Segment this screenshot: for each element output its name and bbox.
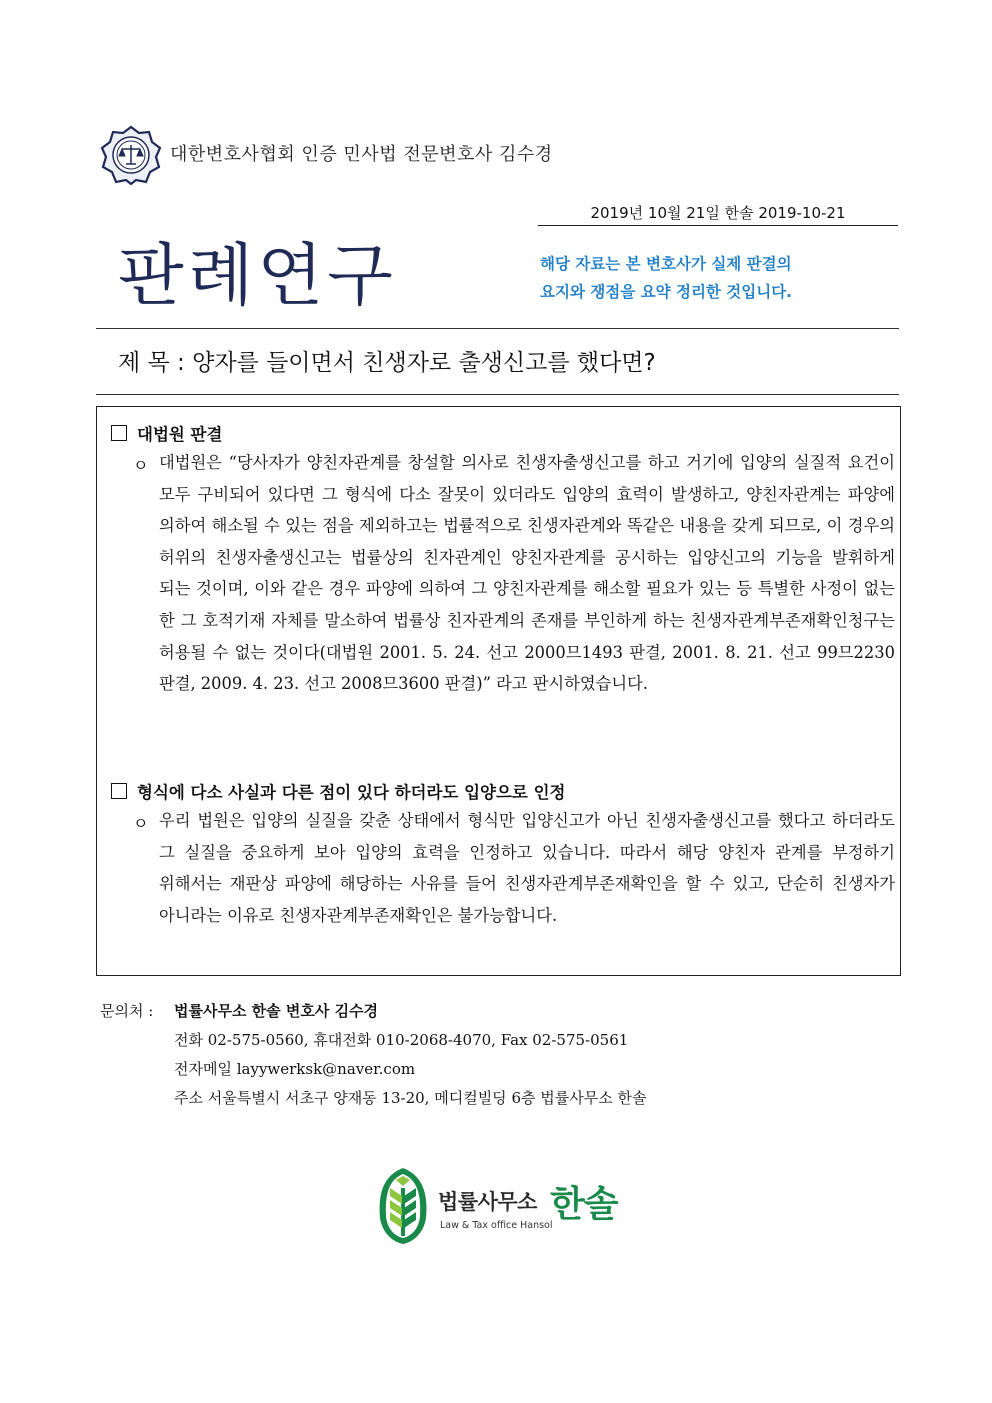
checkbox-square-icon: [111, 783, 127, 799]
association-line: 대한변호사협회 인증 민사법 전문변호사 김수경: [170, 144, 553, 165]
contact-email: 전자메일 layywerksk@naver.com: [174, 1060, 416, 1078]
notice-text: [540, 250, 885, 306]
firm-logo: [374, 1166, 624, 1246]
firm-name-korean: 법률사무소: [438, 1190, 537, 1214]
contact-label: 문의처 :: [100, 1002, 154, 1020]
section-heading-text: 대법원 판결: [137, 425, 223, 444]
notice-line: 해당 자료는 본 변호사가 실제 판결의: [540, 255, 792, 273]
bar-association-seal-icon: [100, 124, 162, 186]
section-heading: [111, 421, 222, 445]
divider-bottom: [96, 394, 899, 395]
contact-phone: 전화 02-575-0560, 휴대전화 010-2068-4070, Fax 02-575-0561: [174, 1031, 629, 1049]
firm-name-big: 한솔: [550, 1184, 618, 1225]
notice-line: 요지와 쟁점을 요약 정리한 것입니다.: [540, 283, 793, 301]
section-heading: [111, 779, 566, 803]
contact-name: 법률사무소 한솔 변호사 김수경: [174, 1002, 379, 1020]
firm-name-english: Law & Tax office Hansol: [440, 1220, 553, 1231]
checkbox-square-icon: [111, 425, 127, 441]
bullet-icon: ㅇ: [133, 814, 149, 833]
page-title: 판례연구: [118, 237, 397, 316]
section-body: 대법원은 “당사자가 양친자관계를 창설할 의사로 친생자출생신고를 하고 거기에 입양의 실질적 요건이 모두 구비되어 있다면 그 형식에 다소 잘못이 있더라도 입양의 효력이 발생하고, 양친자관계는 파양에 의하여 해소될 수 있는 점을 제외하고는 법률적으로 친생자관계와 똑같은 내용을 갖게 되므로, 이 경우의 허위의 친생자출생신고는 법률상의 친자관계인 양친자관계를 공시하는 입양신고의 기능을 발휘하게 되는 것이며, 이와 같은 경우 파양에 의하여 그 양친자관계를 해소할 필요가 있는 등 특별한 사정이 없는 한 그 호적기재 자체를 말소하여 법률상 친자관계의 존재를 부인하게 하는 친생자관계부존재확인청구는 허용될 수 없는 것이다(대법원 2001. 5. 24. 선고 2000므1493 판결, 2001. 8. 21. 선고 99므2230 판결, 2009. 4. 23. 선고 2008므3600 판결)” 라고 판시하였습니다.: [159, 453, 895, 694]
divider-top: [96, 328, 899, 329]
subject-line: 제 목 : 양자를 들이면서 친생자로 출생신고를 했다면?: [118, 350, 656, 376]
hansol-leaf-logo-icon: [374, 1166, 432, 1246]
content-box: [96, 406, 901, 976]
section-body: 우리 법원은 입양의 실질을 갖춘 상태에서 형식만 입양신고가 아닌 친생자출생신고를 했다고 하더라도 그 실질을 중요하게 보아 입양의 효력을 인정하고 있습니다. 따라서 해당 양친자 관계를 부정하기 위해서는 재판상 파양에 해당하는 사유를 들어 친생자관계부존재확인을 할 수 있고, 단순히 친생자가 아니라는 이유로 친생자관계부존재확인은 불가능합니다.: [159, 811, 895, 925]
contact-address: 주소 서울특별시 서초구 양재동 13-20, 메디컬빌딩 6층 법률사무소 한솔: [174, 1089, 647, 1107]
bullet-icon: ㅇ: [133, 456, 149, 475]
section-heading-text: 형식에 다소 사실과 다른 점이 있다 하더라도 입양으로 인정: [137, 783, 566, 802]
dateline: 2019년 10월 21일 한솔 2019-10-21: [538, 202, 898, 226]
